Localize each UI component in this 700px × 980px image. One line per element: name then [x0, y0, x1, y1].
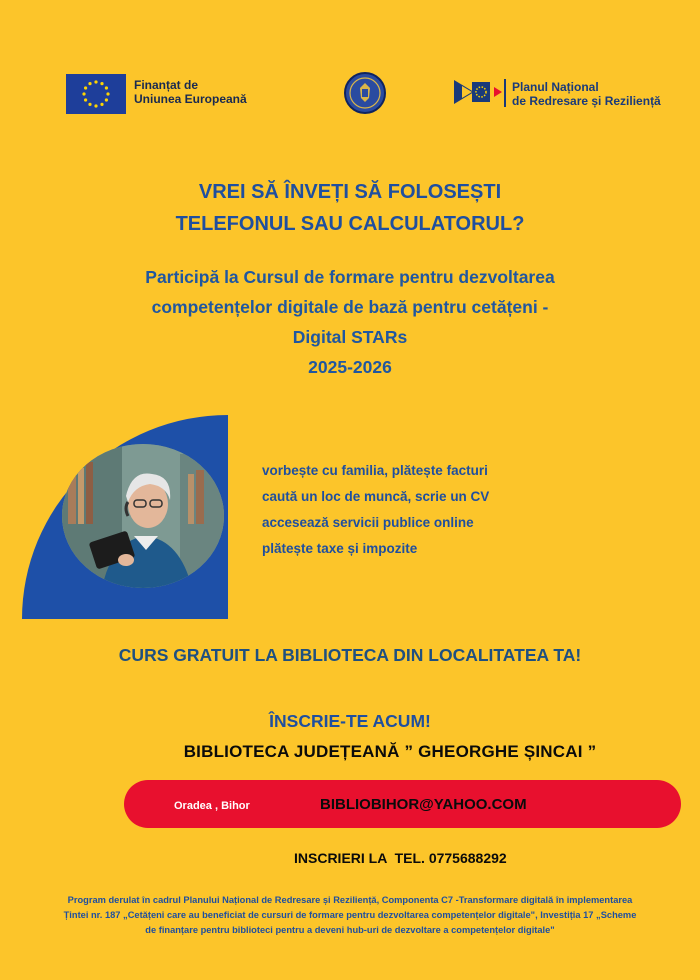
pnrr-label [512, 80, 692, 108]
benefit-item: plătește taxe și impozite [262, 541, 418, 556]
subhead-line1: Participă la Cursul de formare pentru dezvoltarea [145, 267, 555, 287]
enroll-now-heading: ÎNSCRIE-TE ACUM! [269, 711, 431, 731]
subhead-line2: competențelor digitale de bază pentru cetățeni - [151, 297, 549, 317]
pnrr-line2: de Redresare și Reziliență [512, 94, 661, 108]
pnrr-line1: Planul Național [512, 80, 599, 94]
benefits-list [262, 458, 582, 562]
benefit-item: accesează servicii publice online [262, 515, 474, 530]
email-link[interactable]: BIBLIOBIHOR@YAHOO.COM [320, 796, 527, 813]
romanian-government-seal-icon [344, 72, 386, 114]
eu-funding-label [134, 78, 274, 106]
eu-funding-line1: Finanțat de [134, 78, 199, 92]
eu-flag-icon [66, 74, 126, 114]
subhead-line4: 2025-2026 [308, 357, 392, 377]
pnrr-logo-icon [452, 78, 504, 106]
course-description [0, 262, 700, 382]
pnrr-divider [504, 79, 506, 107]
headline-line1: VREI SĂ ÎNVEȚI SĂ FOLOSEȘTI [198, 181, 502, 203]
senior-man-with-tablet-photo [62, 444, 224, 588]
free-course-banner: CURS GRATUIT LA BIBLIOTECA DIN LOCALITATEA TA! [118, 645, 582, 665]
subhead-line3: Digital STARs [292, 327, 408, 347]
library-name: BIBLIOTECA JUDEȚEANĂ ” GHEORGHE ȘINCAI ” [183, 742, 597, 761]
benefit-item: caută un loc de muncă, scrie un CV [262, 489, 490, 504]
headline-line2: TELEFONUL SAU CALCULATORUL? [175, 213, 525, 235]
location-label: Oradea , Bihor [174, 800, 250, 812]
footer-program-note: Program derulat în cadrul Planului Național de Redresare și Reziliență, Componenta C7 -Transformare digitală în implementarea Țintei nr. 187 „Cetățeni care au beneficiat de cursuri de formare pentru dezvoltarea competențelor digitale", Investiția 17 „Scheme de finanțare pentru biblioteci pentru a deveni hub-uri de dezvoltare a competențelor digitale" [63, 895, 637, 935]
eu-funding-line2: Uniunea Europeană [134, 92, 247, 106]
phone-enrollment: INSCRIERI LA TEL. 0775688292 [294, 850, 507, 866]
headline [0, 176, 700, 240]
benefit-item: vorbește cu familia, plătește facturi [262, 463, 488, 478]
